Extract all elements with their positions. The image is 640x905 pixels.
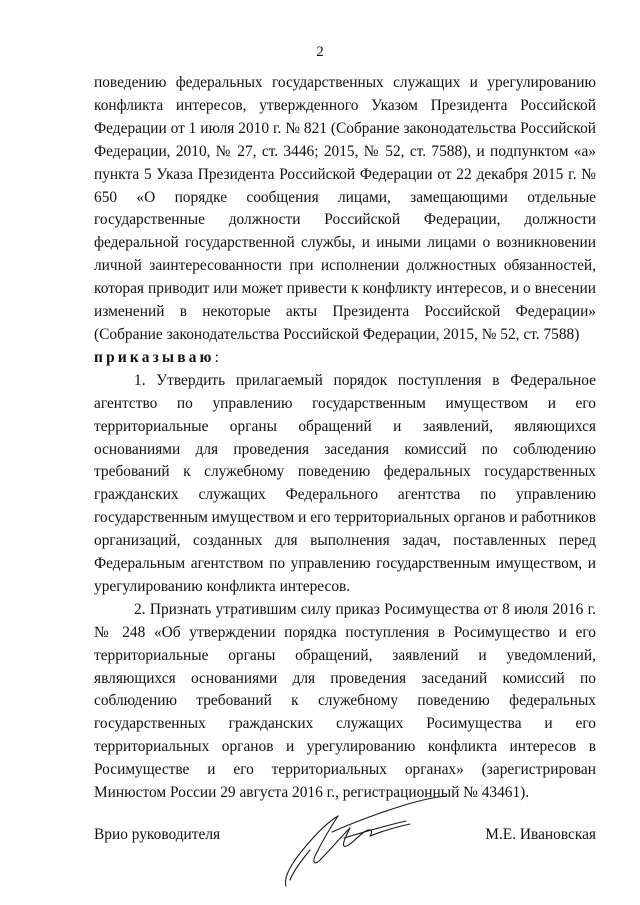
paragraph-intro bbox=[94, 72, 596, 347]
paragraph-item-1: 1. Утвердить прилагаемый порядок поступления в Федеральное агентство по управлению государственным имуществом и его территориальные органы обращений и заявлений, являющихся основаниями для проведения заседания комиссий по соблюдению требований к служебному поведению федеральных государственных гражданских служащих Федерального агентства по управлению государственным имуществом и его территориальных органов и работников организаций, созданных для выполнения задач, поставленных перед Федеральным агентством по управлению государственным имуществом, и урегулированию конфликта интересов. bbox=[94, 371, 597, 595]
order-line bbox=[94, 347, 596, 370]
document-body bbox=[94, 72, 596, 805]
paragraph-intro-text: поведению федеральных государственных служащих и урегулированию конфликта интересов, утвержденного Указом Президента Российской Федерации от 1 июля 2010 г. № 821 (Собрание законодательства Российской Федерации, 2010, № 27, ст. 3446; 2015, № 52, ст. 7588), и подпунктом «а» пункта 5 Указа Президента Российской Федерации от 22 декабря 2015 г. № 650 «О порядке сообщения лицами, замещающими отдельные государственные должности Российской Федерации, должности федеральной государственной службы, и иными лицами о возникновении личной заинтересованности при исполнении должностных обязанностей, которая приводит или может привести к конфликту интересов, и о внесении изменений в некоторые акты Президента Российской Федерации» (Собрание законодательства Российской Федерации, 2015, № 52, ст. 7588) bbox=[94, 74, 596, 343]
paragraph-item-2: 2. Признать утратившим силу приказ Росимущества от 8 июля 2016 г. № 248 «Об утверждении порядка поступления в Росимущество и его территориальные органы обращений, заявлений и уведомлений, являющихся основаниями для проведения заседаний комиссий по соблюдению требований к служебному поведению федеральных государственных гражданских служащих Росимущества и его территориальных органов и урегулированию конфликта интересов в Росимуществе и его территориальных органах» (зарегистрирован Минюстом России 29 августа 2016 г., регистрационный № 43461). bbox=[94, 600, 596, 802]
order-colon: : bbox=[214, 348, 219, 366]
signatory-name: М.Е. Ивановская bbox=[485, 826, 596, 843]
signatory-position: Врио руководителя bbox=[94, 826, 221, 843]
page-number: 2 bbox=[316, 44, 324, 60]
handwritten-signature bbox=[280, 788, 450, 893]
order-word: приказываю bbox=[94, 348, 215, 366]
